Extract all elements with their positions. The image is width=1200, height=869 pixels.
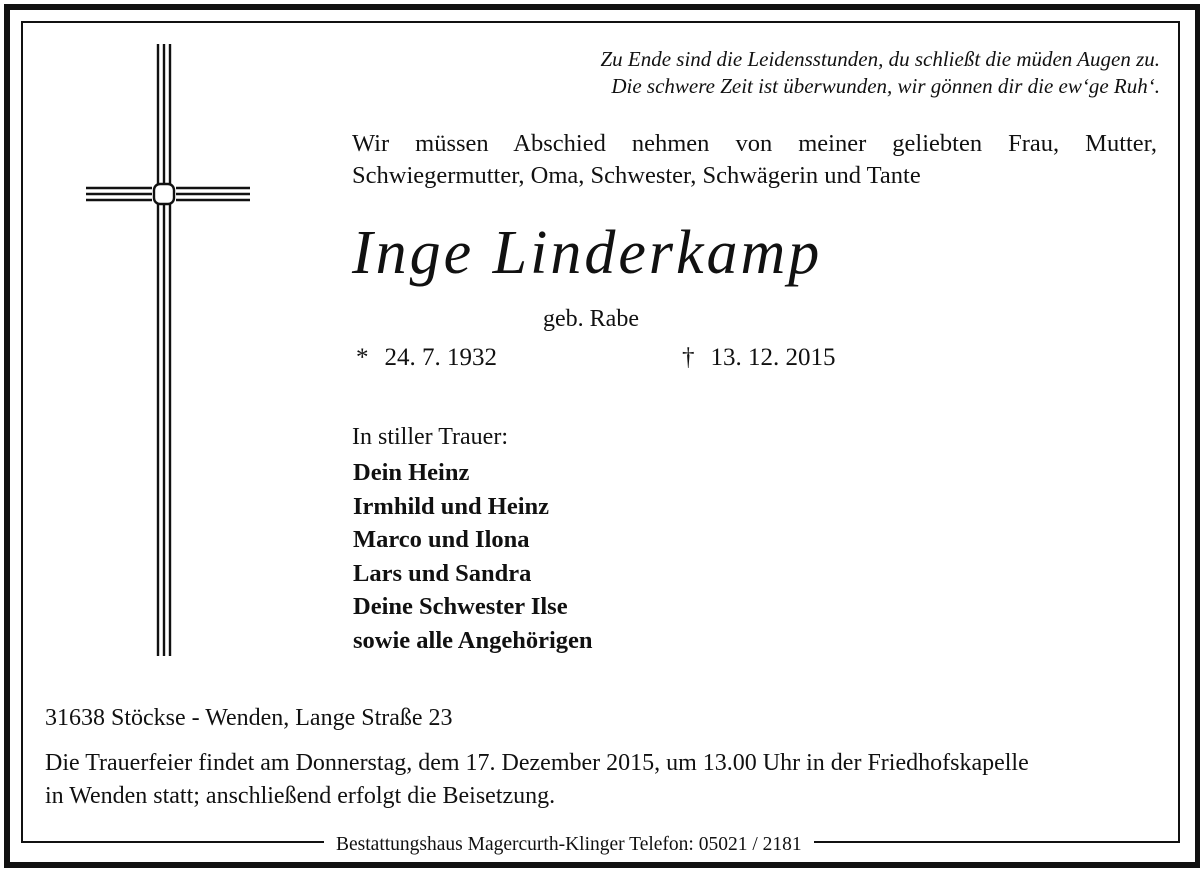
verse-line-1: Zu Ende sind die Leidensstunden, du schließt die müden Augen zu.: [600, 47, 1160, 71]
mourning-label: In stiller Trauer:: [352, 424, 508, 450]
farewell-intro: [352, 128, 1157, 192]
death-date: 13. 12. 2015: [710, 344, 836, 371]
funeral-notice: [45, 747, 1163, 813]
maiden-name: geb. Rabe: [543, 306, 639, 332]
intro-line-2: Schwiegermutter, Oma, Schwester, Schwägerin und Tante: [352, 162, 921, 189]
death-date-row: [682, 344, 836, 372]
mourner-name: Lars und Sandra: [353, 559, 532, 587]
death-symbol: †: [682, 344, 695, 371]
funeral-line-1: Die Trauerfeier findet am Donnerstag, dem 17. Dezember 2015, um 13.00 Uhr in der Friedhofskapelle: [45, 750, 1029, 776]
mourner-name: Deine Schwester Ilse: [353, 593, 568, 620]
mourner-name: sowie alle Angehörigen: [353, 626, 593, 654]
mourner-name: Dein Heinz: [353, 459, 470, 486]
cross-icon: [86, 44, 250, 656]
family-address: 31638 Stöckse - Wenden, Lange Straße 23: [45, 705, 453, 731]
mourner-name: Irmhild und Heinz: [353, 492, 550, 520]
verse-line-2: Die schwere Zeit ist überwunden, wir gönnen dir die ew‘ge Ruh‘.: [611, 74, 1160, 98]
memorial-verse: [500, 46, 1160, 100]
birth-date-row: [356, 344, 497, 372]
funeral-home-footer: Bestattungshaus Magercurth-Klinger Telefon: 05021 / 2181: [324, 832, 814, 858]
funeral-line-2: in Wenden statt; anschließend erfolgt die Beisetzung.: [45, 783, 556, 809]
deceased-name: Inge Linderkamp: [352, 219, 823, 287]
mourners-list: [353, 456, 593, 657]
birth-symbol: *: [356, 344, 369, 371]
birth-date: 24. 7. 1932: [384, 344, 497, 371]
mourner-name: Marco und Ilona: [353, 526, 530, 553]
intro-line-1: Wir müssen Abschied nehmen von meiner geliebten Frau, Mutter,: [352, 130, 1157, 157]
